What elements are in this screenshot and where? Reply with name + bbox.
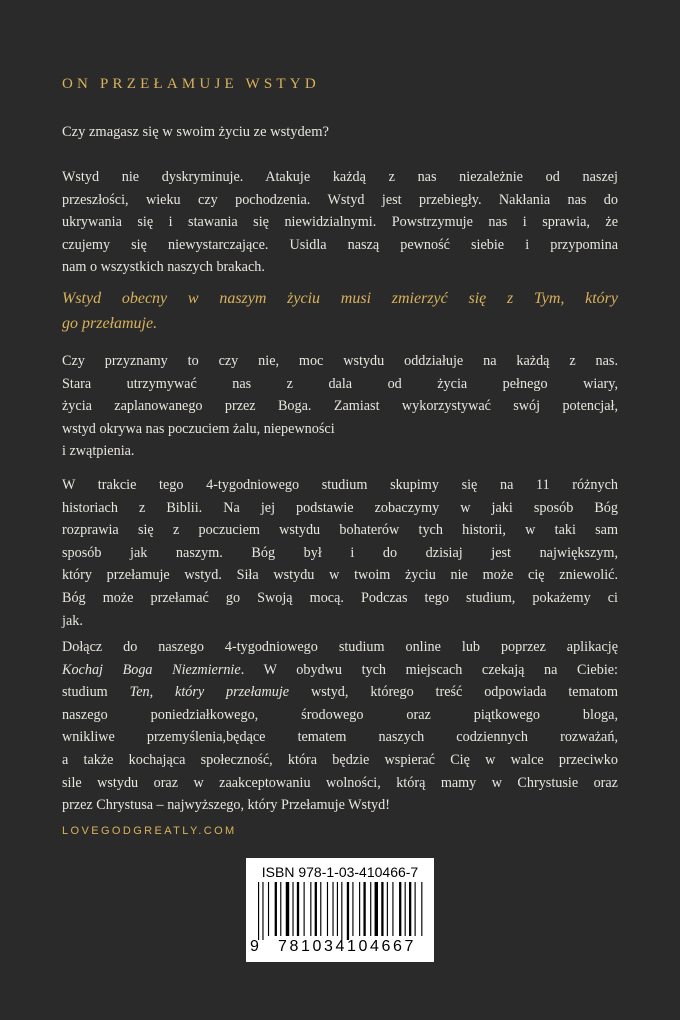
text-line: W trakcie tego 4-tygodniowego studium skupimy się na 11 różnych — [62, 477, 618, 493]
quote-line: Wstyd obecny w naszym życiu musi zmierzyć się z Tym, który — [62, 290, 618, 307]
barcode-bar — [310, 882, 311, 936]
text-line — [62, 659, 618, 682]
barcode-bar — [268, 882, 269, 936]
study-name: Ten, który przełamuje — [129, 684, 290, 701]
barcode-bar — [359, 882, 360, 936]
text-line: jak. — [62, 612, 83, 629]
heading: ON PRZEŁAMUJE WSTYD — [62, 76, 320, 92]
barcode-bar — [370, 882, 371, 936]
isbn-label: ISBN 978-1-03-410466-7 — [261, 864, 419, 880]
text-line: czujemy się niewystarczające. Usidla naszą pewność siebie i przypomina — [62, 236, 618, 253]
barcode-bar — [297, 882, 299, 936]
barcode-bar — [304, 882, 305, 936]
text-line: przeszłości, wieku czy pochodzenia. Wstyd jest przebiegły. Nakłania nas do — [62, 191, 618, 208]
barcode-bar — [315, 882, 317, 936]
text-line: przez Chrystusa – najwyższego, który Przełamuje Wstyd! — [62, 797, 390, 814]
app-name: Kochaj Boga Niezmiernie — [62, 661, 241, 678]
barcode-bar — [392, 882, 393, 936]
barcode-bar — [399, 882, 401, 936]
barcode-bar — [327, 882, 328, 936]
barcode-icon — [254, 882, 426, 940]
paragraph-3 — [62, 474, 618, 632]
text-line: życia zaplanowanego przez Boga. Zamiast wykorzystywać swój potencjał, — [62, 398, 618, 415]
text-line — [62, 681, 618, 704]
barcode-bar — [286, 882, 289, 936]
barcode-bar — [415, 882, 416, 936]
text-line: naszego poniedziałkowego, środowego oraz piątkowego bloga, — [62, 706, 618, 723]
barcode-bar — [387, 882, 388, 936]
barcode-bar — [320, 882, 321, 936]
text-line: Wstyd nie dyskryminuje. Atakuje każdą z nas niezależnie od naszej — [62, 169, 618, 185]
barcode-bar — [405, 882, 406, 936]
text-line: rozprawia się z poczuciem wstydu bohaterów tych historii, w taki sam — [62, 522, 618, 539]
text-line: sile wstydu oraz w zaakceptowaniu wolności, którą mamy w Chrystusie oraz — [62, 774, 618, 791]
barcode-bar — [280, 882, 281, 936]
text-line: nam o wszystkich naszych brakach. — [62, 259, 265, 276]
text-segment: . W obydwu tych miejscach czekają na Ciebie: — [240, 661, 618, 678]
pull-quote — [62, 286, 618, 336]
barcode-bar — [409, 882, 411, 936]
barcode-bar — [421, 882, 422, 936]
paragraph-1 — [62, 166, 618, 279]
barcode-number: 781034104667 — [278, 938, 416, 955]
barcode-bar — [337, 882, 338, 936]
barcode-bar — [262, 882, 263, 940]
barcode-bar — [363, 882, 365, 936]
barcode-bar — [375, 882, 378, 936]
question: Czy zmagasz się w swoim życiu ze wstydem? — [62, 124, 329, 140]
text-line: Bóg może przełamać go Swoją mocą. Podczas tego studium, pokażemy ci — [62, 589, 618, 606]
text-line: Dołącz do naszego 4-tygodniowego studium online lub poprzez aplikację — [62, 639, 618, 655]
text-line: i zwątpienia. — [62, 443, 135, 460]
text-line: sposób jak naszym. Bóg był i do dzisiaj jest największym, — [62, 544, 618, 561]
paragraph-2 — [62, 350, 618, 463]
paragraph-4 — [62, 636, 618, 817]
text-line: a także kochająca społeczność, która będzie wspierać Cię w walce przeciwko — [62, 751, 618, 768]
text-line: Czy przyznamy to czy nie, moc wstydu oddziałuje na każdą z nas. — [62, 353, 618, 369]
text-line: wnikliwe przemyślenia,będące tematem naszych codziennych rozważań, — [62, 729, 618, 746]
barcode-bar — [381, 882, 383, 936]
text-line: wstyd okrywa nas poczuciem żalu, niepewności — [62, 420, 335, 437]
text-segment: wstyd, którego treść odpowiada tematom — [289, 684, 618, 701]
isbn-barcode — [246, 858, 434, 962]
barcode-bar — [341, 882, 342, 940]
quote-line: go przełamuje. — [62, 315, 158, 332]
barcode-bar — [292, 882, 293, 936]
text-line: ukrywania się i stawania się niewidzialnymi. Powstrzymuje nas i sprawia, że — [62, 214, 618, 231]
text-line: który przełamuje wstyd. Siła wstydu w twoim życiu nie może cię zniewolić. — [62, 567, 618, 584]
text-line: historiach z Biblii. Na jej podstawie zobaczymy w jaki sposób Bóg — [62, 499, 618, 516]
barcode-bar — [347, 882, 349, 940]
barcode-bar — [332, 882, 333, 936]
barcode-first-digit: 9 — [250, 938, 262, 955]
barcode-bar — [352, 882, 353, 936]
barcode-bar — [275, 882, 277, 936]
website-link[interactable]: LOVEGODGREATLY.COM — [62, 825, 237, 837]
barcode-bar — [258, 882, 259, 940]
text-line: Stara utrzymywać nas z dala od życia pełnego wiary, — [62, 375, 618, 392]
text-segment: studium — [62, 684, 130, 701]
